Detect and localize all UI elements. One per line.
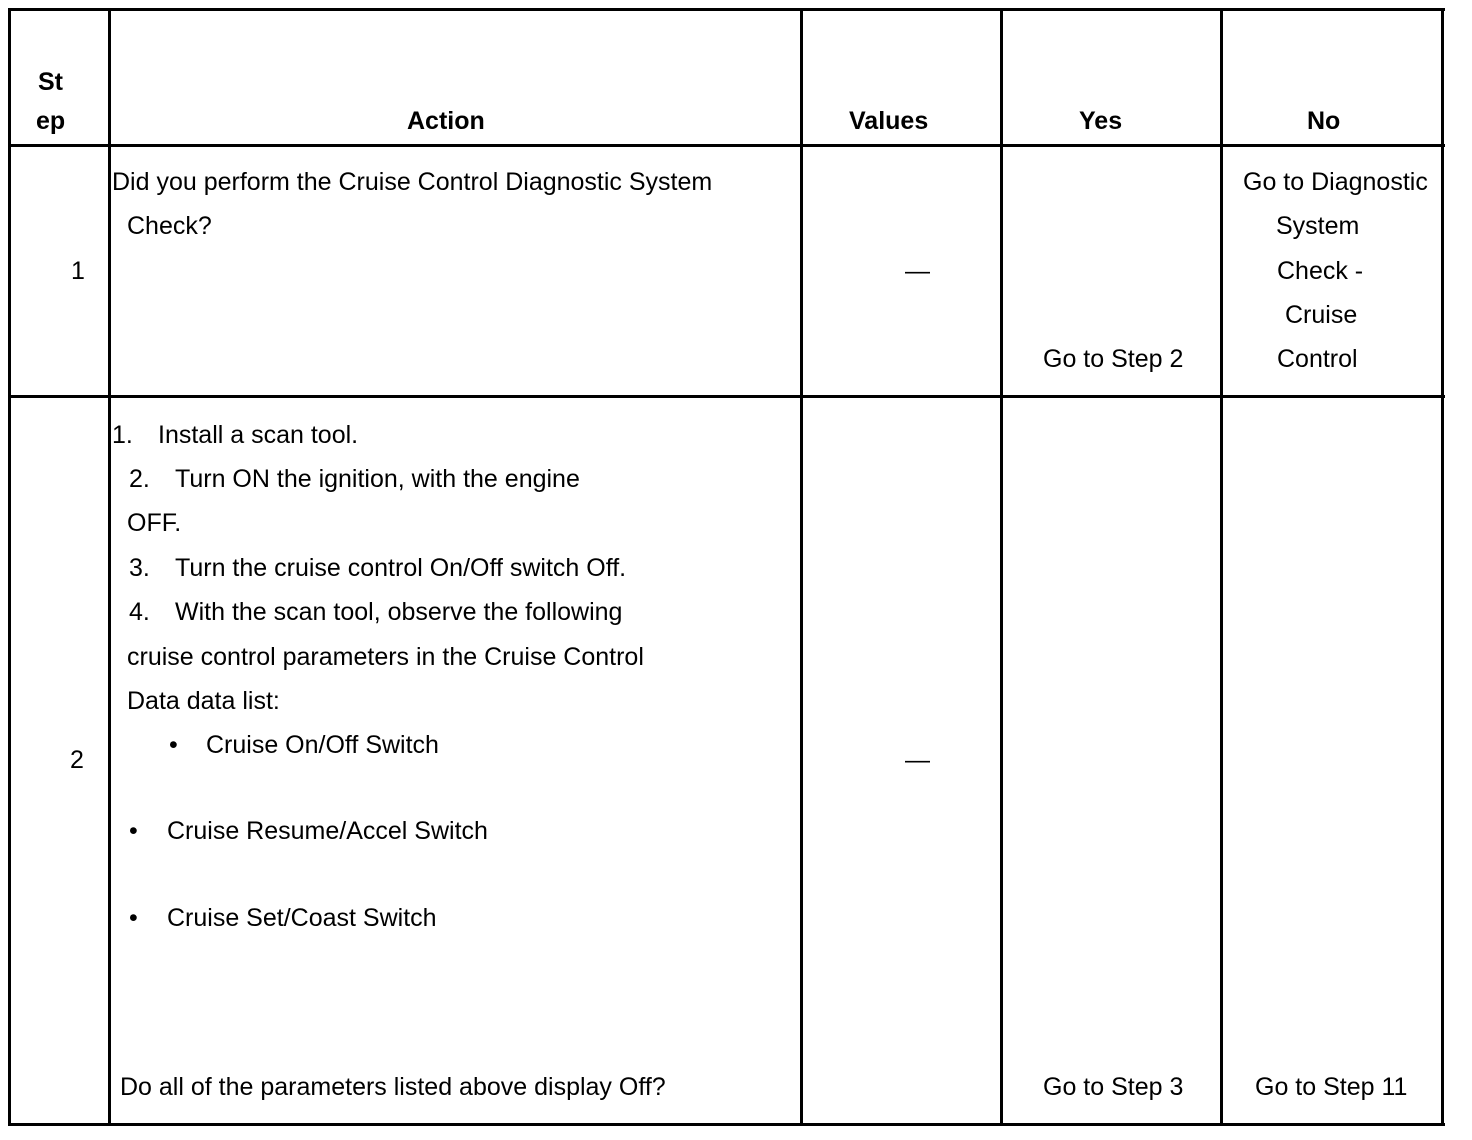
no-action: Go to Step 11 bbox=[1255, 1073, 1408, 1101]
list-item-number: 1. bbox=[112, 421, 133, 449]
header-values: Values bbox=[849, 107, 929, 135]
table-border-bottom bbox=[8, 1123, 1445, 1126]
no-action-line3: Check - bbox=[1277, 257, 1364, 285]
header-no: No bbox=[1307, 107, 1341, 135]
action-text-line1: Did you perform the Cruise Control Diagnostic System bbox=[112, 168, 713, 196]
list-item-number: 2. bbox=[129, 465, 150, 493]
bullet-icon: • bbox=[169, 731, 178, 759]
bullet-icon: • bbox=[129, 817, 138, 845]
list-item-text: Install a scan tool. bbox=[158, 421, 359, 449]
list-item-continuation: Data data list: bbox=[127, 687, 280, 715]
no-action-line2: System bbox=[1276, 212, 1360, 240]
list-item-continuation: OFF. bbox=[127, 509, 182, 537]
table-border-right bbox=[1441, 8, 1444, 1126]
yes-action: Go to Step 2 bbox=[1043, 345, 1184, 373]
no-action-line4: Cruise bbox=[1285, 301, 1358, 329]
action-question: Do all of the parameters listed above display Off? bbox=[120, 1073, 666, 1101]
table-border-left bbox=[8, 8, 11, 1126]
header-step-line1: St bbox=[38, 68, 63, 96]
list-item-continuation: cruise control parameters in the Cruise Control bbox=[127, 643, 644, 671]
list-item-number: 3. bbox=[129, 554, 150, 582]
bullet-text: Cruise Resume/Accel Switch bbox=[167, 817, 488, 845]
list-item-text: With the scan tool, observe the following bbox=[175, 598, 623, 626]
table-border-top bbox=[8, 8, 1445, 11]
column-divider-step bbox=[108, 8, 111, 1126]
action-text-line2: Check? bbox=[127, 212, 212, 240]
bullet-icon: • bbox=[129, 904, 138, 932]
bullet-text: Cruise Set/Coast Switch bbox=[167, 904, 437, 932]
header-action: Action bbox=[407, 107, 485, 135]
list-item-text: Turn the cruise control On/Off switch Off. bbox=[175, 554, 627, 582]
header-row-divider bbox=[8, 144, 1445, 147]
yes-action: Go to Step 3 bbox=[1043, 1073, 1184, 1101]
column-divider-action bbox=[800, 8, 803, 1126]
column-divider-values bbox=[1000, 8, 1003, 1126]
list-item-text: Turn ON the ignition, with the engine bbox=[175, 465, 580, 493]
step-number: 2 bbox=[70, 746, 84, 774]
step-number: 1 bbox=[71, 257, 85, 285]
row-divider bbox=[8, 395, 1445, 398]
no-action-line1: Go to Diagnostic bbox=[1243, 168, 1428, 196]
list-item-number: 4. bbox=[129, 598, 150, 626]
header-yes: Yes bbox=[1079, 107, 1123, 135]
no-action-line5: Control bbox=[1277, 345, 1358, 373]
header-step-line2: ep bbox=[36, 107, 66, 135]
bullet-text: Cruise On/Off Switch bbox=[206, 731, 439, 759]
value-dash: — bbox=[905, 257, 930, 285]
value-dash: — bbox=[905, 746, 930, 774]
no-cell bbox=[1223, 150, 1441, 390]
